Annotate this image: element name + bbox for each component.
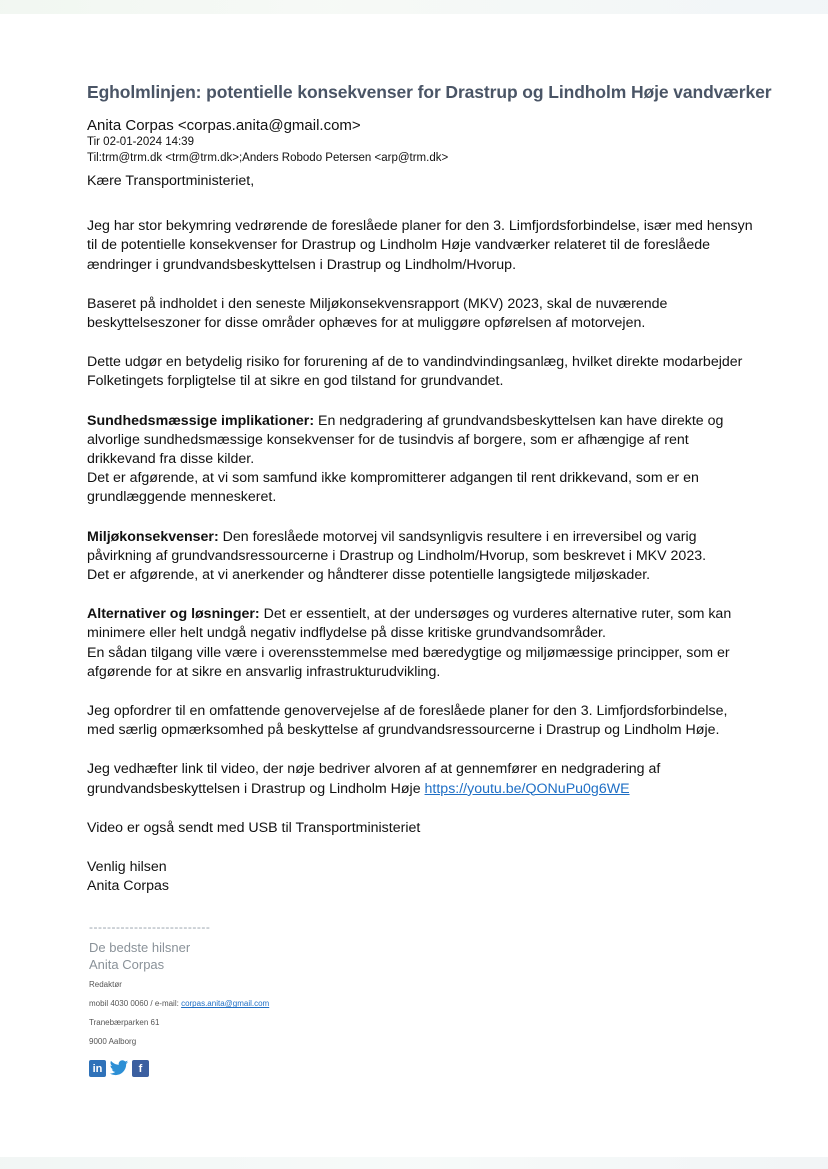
signature-separator: --------------------------- xyxy=(89,920,211,935)
signature-name: Anita Corpas xyxy=(89,957,165,973)
paragraph-health xyxy=(87,412,757,508)
environment-text-2: Det er afgørende, at vi anerkender og håndterer disse potentielle langsigtede miljøskader. xyxy=(87,567,651,584)
facebook-icon[interactable]: f xyxy=(132,1060,149,1077)
paragraph-mkv: Baseret på indholdet i den seneste Miljøkonsekvensrapport (MKV) 2023, skal de nuværende beskyttelseszoner for disse områder ophæves for at muliggøre opførelsen af motorvejen. xyxy=(87,295,668,332)
email-printout xyxy=(87,82,772,1077)
paragraph-risk: Dette udgør en betydelig risiko for forurening af de to vandindvindingsanlæg, hvilket direkte modarbejder Folketingets forpligtelse til at sikre en god tilstand for grundvandet. xyxy=(87,354,743,390)
paragraph-reconsider: Jeg opfordrer til en omfattende genovervejelse af de foreslåede planer for den 3. Limfjordsforbindelse, med særlig opmærksomhed på beskyttelse af grundvandsressourcerne i Drastrup og Lindholm Høje. xyxy=(87,703,728,739)
email-to: Til:trm@trm.dk <trm@trm.dk>;Anders Robodo Petersen <arp@trm.dk> xyxy=(87,152,449,164)
social-icons xyxy=(89,1060,757,1077)
signature xyxy=(87,920,757,1077)
paragraph-alternatives xyxy=(87,605,757,682)
environment-text: Den foreslåede motorvej vil sandsynligvis resultere i en irreversibel og varig påvirkning af grundvandsressourcerne i Drastrup og Lindholm/Hvorup, som beskrevet i MKV 2023. xyxy=(87,528,707,564)
email-from: Anita Corpas <corpas.anita@gmail.com> xyxy=(87,117,361,134)
alternatives-text: Det er essentielt, at der undersøges og vurderes alternative ruter, som kan minimere eller helt undgå negativ indflydelse på disse kritiske grundvandsområder. xyxy=(87,606,732,642)
paragraph-environment xyxy=(87,528,757,586)
linkedin-icon[interactable]: in xyxy=(89,1060,106,1077)
scan-top-edge xyxy=(0,0,828,14)
signature-city: 9000 Aalborg xyxy=(89,1037,137,1047)
paragraph-video xyxy=(87,760,757,798)
email-recipients xyxy=(87,152,757,164)
signature-title: Redaktør xyxy=(89,980,122,990)
signature-street: Tranebærparken 61 xyxy=(89,1018,160,1028)
paragraph-usb: Video er også sendt med USB til Transportministeriet xyxy=(87,819,421,836)
signature-greeting: De bedste hilsner xyxy=(89,940,191,956)
alternatives-text-2: En sådan tilgang ville være i overensstemmelse med bæredygtige og miljømæssige principper, som er afgørende for at sikre en ansvarlig infrastrukturudvikling. xyxy=(87,644,730,680)
closing xyxy=(87,858,757,896)
scan-bottom-edge xyxy=(0,1157,828,1169)
twitter-icon[interactable] xyxy=(109,1060,129,1077)
signature-email-link[interactable]: corpas.anita@gmail.com xyxy=(181,999,270,1009)
heading-alternatives: Alternativer og løsninger: xyxy=(87,606,260,623)
email-date: Tir 02-01-2024 14:39 xyxy=(87,136,194,148)
video-link[interactable]: https://youtu.be/QONuPu0g6WE xyxy=(424,780,630,797)
heading-health: Sundhedsmæssige implikationer: xyxy=(87,412,315,429)
health-text-2: Det er afgørende, at vi som samfund ikke kompromitterer adgangen til rent drikkevand, som er en grundlæggende menneskeret. xyxy=(87,470,699,506)
video-text: Jeg vedhæfter link til video, der nøje bedriver alvoren af at gennemfører en nedgradering af grundvandsbeskyttelsen i Drastrup og Lindholm Høje xyxy=(87,761,661,797)
closing-regards: Venlig hilsen xyxy=(87,859,167,876)
greeting: Kære Transportministeriet, xyxy=(87,173,255,189)
closing-name: Anita Corpas xyxy=(87,878,170,895)
email-subject: Egholmlinjen: potentielle konsekvenser for Drastrup og Lindholm Høje vandværker xyxy=(87,82,772,102)
signature-contact xyxy=(89,999,757,1008)
email-body xyxy=(87,172,757,896)
signature-phone: mobil 4030 0060 / e-mail: xyxy=(89,999,182,1009)
health-text: En nedgradering af grundvandsbeskyttelsen kan have direkte og alvorlige sundhedsmæssige konsekvenser for de tusindvis af borgere, som er afhængige af rent drikkevand fra disse kilder. xyxy=(87,412,724,468)
paragraph-concern: Jeg har stor bekymring vedrørende de foreslåede planer for den 3. Limfjordsforbindelse, især med hensyn til de potentielle konsekvenser for Drastrup og Lindholm Høje vandværker relateret til de foreslåede ændringer i grundvandsbeskyttelsen i Drastrup og Lindholm/Hvorup. xyxy=(87,218,753,273)
heading-environment: Miljøkonsekvenser: xyxy=(87,528,219,545)
